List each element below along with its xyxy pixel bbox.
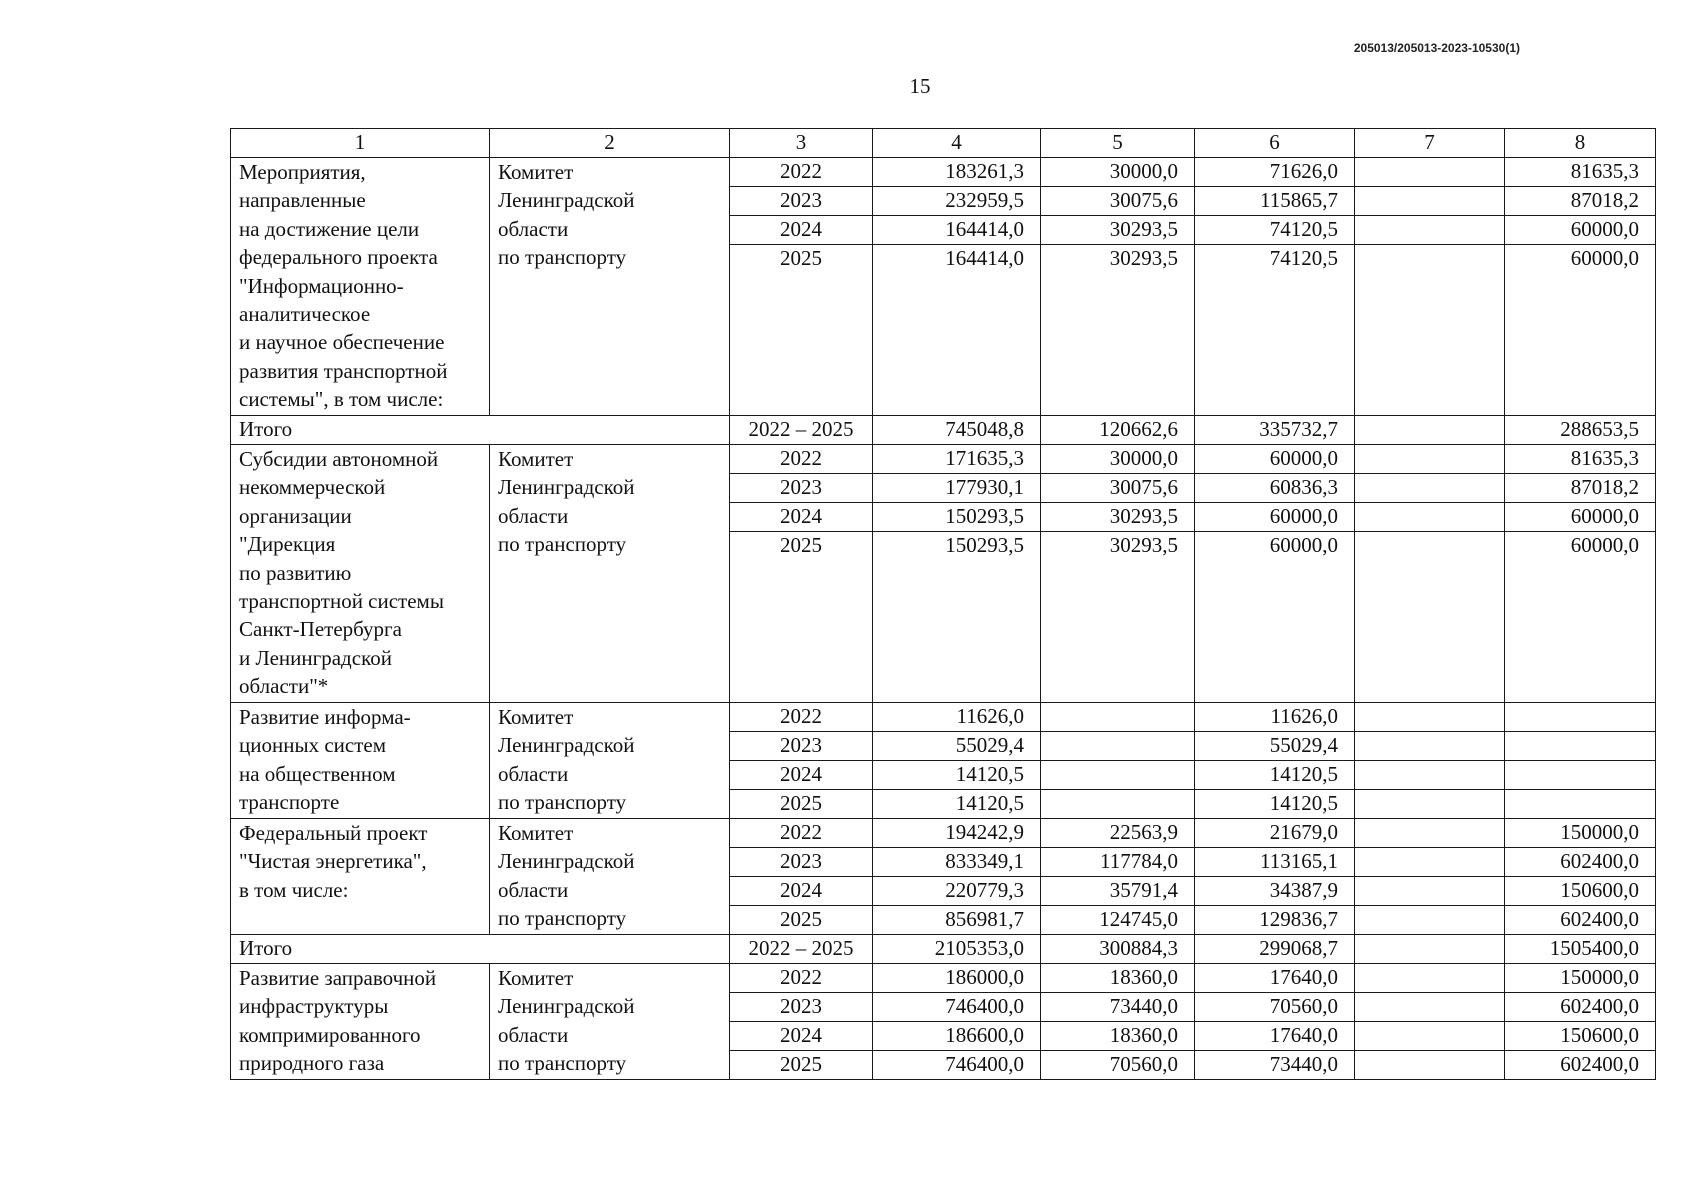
year-cell: 2024 — [730, 761, 873, 790]
value-cell-8: 87018,2 — [1505, 474, 1656, 503]
measure-name-line: "Дирекция — [239, 532, 336, 557]
responsible-line: области — [498, 877, 569, 902]
responsible-line: Ленинградской — [498, 994, 635, 1019]
value-cell-6: 74120,5 — [1195, 216, 1355, 245]
value-cell-7 — [1355, 1022, 1505, 1051]
year-cell: 2023 — [730, 732, 873, 761]
value-cell-5: 35791,4 — [1041, 877, 1195, 906]
total-period-cell: 2022 – 2025 — [730, 935, 873, 964]
responsible-cell — [490, 819, 730, 935]
measure-name-line: организации — [239, 503, 352, 528]
measure-name-line: "Информационно- — [239, 273, 404, 298]
value-cell-5: 30293,5 — [1041, 503, 1195, 532]
measure-name-line: Развитие информа- — [239, 705, 411, 729]
responsible-line: Ленинградской — [498, 475, 635, 500]
year-cell: 2022 — [730, 445, 873, 474]
header-cell: 8 — [1505, 129, 1656, 158]
value-cell-7 — [1355, 877, 1505, 906]
value-cell-6: 60000,0 — [1195, 532, 1355, 703]
table-row — [231, 158, 1656, 187]
total-label: Итого — [231, 935, 730, 964]
total-label: Итого — [231, 416, 730, 445]
value-cell-5 — [1041, 761, 1195, 790]
value-cell-7 — [1355, 906, 1505, 935]
header-cell: 5 — [1041, 129, 1195, 158]
value-cell-8: 150600,0 — [1505, 877, 1656, 906]
measure-name-line: на достижение цели — [239, 216, 420, 241]
responsible-line: Ленинградской — [498, 733, 635, 758]
value-cell-8 — [1505, 790, 1656, 819]
year-cell: 2022 — [730, 703, 873, 732]
responsible-line: Ленинградской — [498, 188, 635, 213]
year-cell: 2025 — [730, 532, 873, 703]
total-value-6: 335732,7 — [1195, 416, 1355, 445]
measure-name-line: компримированного — [239, 1022, 421, 1047]
value-cell-5 — [1041, 790, 1195, 819]
responsible-line: Комитет — [498, 447, 574, 471]
value-cell-4: 856981,7 — [873, 906, 1041, 935]
total-value-5: 300884,3 — [1041, 935, 1195, 964]
year-cell: 2022 — [730, 158, 873, 187]
responsible-line: области — [498, 216, 569, 241]
value-cell-6: 60000,0 — [1195, 503, 1355, 532]
responsible-line: области — [498, 761, 569, 786]
measure-name-line: транспортной системы — [239, 588, 444, 613]
year-cell: 2025 — [730, 790, 873, 819]
table-row — [231, 819, 1656, 848]
value-cell-4: 177930,1 — [873, 474, 1041, 503]
value-cell-6: 71626,0 — [1195, 158, 1355, 187]
value-cell-7 — [1355, 732, 1505, 761]
value-cell-4: 11626,0 — [873, 703, 1041, 732]
year-cell: 2023 — [730, 848, 873, 877]
year-cell: 2025 — [730, 906, 873, 935]
responsible-line: по транспорту — [498, 906, 627, 931]
value-cell-7 — [1355, 1051, 1505, 1080]
header-cell: 6 — [1195, 129, 1355, 158]
value-cell-8 — [1505, 761, 1656, 790]
responsible-line: Комитет — [498, 821, 574, 845]
responsible-line: по транспорту — [498, 1051, 627, 1076]
year-cell: 2023 — [730, 993, 873, 1022]
measure-name-line: в том числе: — [239, 877, 349, 902]
value-cell-5: 30075,6 — [1041, 474, 1195, 503]
header-row — [231, 129, 1656, 158]
value-cell-7 — [1355, 848, 1505, 877]
responsible-line: Комитет — [498, 160, 574, 184]
value-cell-7 — [1355, 790, 1505, 819]
value-cell-7 — [1355, 158, 1505, 187]
value-cell-6: 129836,7 — [1195, 906, 1355, 935]
total-value-4: 2105353,0 — [873, 935, 1041, 964]
total-value-7 — [1355, 935, 1505, 964]
total-value-8: 1505400,0 — [1505, 935, 1656, 964]
measure-name-cell — [231, 964, 490, 1080]
responsible-line: по транспорту — [498, 790, 627, 815]
value-cell-6: 73440,0 — [1195, 1051, 1355, 1080]
measure-name-line: ционных систем — [239, 733, 386, 758]
year-cell: 2024 — [730, 1022, 873, 1051]
total-value-5: 120662,6 — [1041, 416, 1195, 445]
page-number: 15 — [909, 74, 931, 98]
table-row — [231, 445, 1656, 474]
total-value-8: 288653,5 — [1505, 416, 1656, 445]
measure-name-cell — [231, 445, 490, 703]
value-cell-6: 70560,0 — [1195, 993, 1355, 1022]
value-cell-7 — [1355, 503, 1505, 532]
value-cell-7 — [1355, 964, 1505, 993]
value-cell-6: 14120,5 — [1195, 790, 1355, 819]
value-cell-7 — [1355, 819, 1505, 848]
table-row — [231, 703, 1656, 732]
measure-name-line: Развитие заправочной — [239, 966, 437, 990]
total-value-6: 299068,7 — [1195, 935, 1355, 964]
measure-name-cell — [231, 703, 490, 819]
value-cell-8: 602400,0 — [1505, 993, 1656, 1022]
measure-name-line: аналитическое — [239, 301, 371, 326]
value-cell-4: 746400,0 — [873, 1051, 1041, 1080]
value-cell-8: 60000,0 — [1505, 503, 1656, 532]
value-cell-7 — [1355, 474, 1505, 503]
value-cell-5: 22563,9 — [1041, 819, 1195, 848]
measure-name-line: по развитию — [239, 560, 352, 585]
value-cell-8: 81635,3 — [1505, 445, 1656, 474]
year-cell: 2024 — [730, 216, 873, 245]
measure-name-line: "Чистая энергетика", — [239, 849, 427, 874]
measure-name-line: системы", в том числе: — [239, 387, 444, 412]
measure-name-line: на общественном — [239, 761, 396, 786]
measure-name-cell — [231, 158, 490, 416]
value-cell-5: 73440,0 — [1041, 993, 1195, 1022]
value-cell-6: 60836,3 — [1195, 474, 1355, 503]
value-cell-4: 833349,1 — [873, 848, 1041, 877]
year-cell: 2023 — [730, 187, 873, 216]
responsible-line: области — [498, 1022, 569, 1047]
measure-name-line: природного газа — [239, 1051, 385, 1076]
total-row — [231, 416, 1656, 445]
value-cell-5: 30293,5 — [1041, 216, 1195, 245]
value-cell-6: 113165,1 — [1195, 848, 1355, 877]
value-cell-6: 55029,4 — [1195, 732, 1355, 761]
measure-name-line: транспорте — [239, 790, 340, 815]
value-cell-5: 18360,0 — [1041, 1022, 1195, 1051]
year-cell: 2024 — [730, 503, 873, 532]
measure-name-line: федерального проекта — [239, 245, 438, 270]
year-cell: 2022 — [730, 964, 873, 993]
value-cell-8: 602400,0 — [1505, 848, 1656, 877]
measure-name-line: Санкт-Петербурга — [239, 617, 402, 642]
table-row — [231, 964, 1656, 993]
responsible-cell — [490, 964, 730, 1080]
measure-name-cell — [231, 819, 490, 935]
value-cell-7 — [1355, 993, 1505, 1022]
value-cell-4: 150293,5 — [873, 503, 1041, 532]
value-cell-4: 746400,0 — [873, 993, 1041, 1022]
measure-name-line: инфраструктуры — [239, 994, 389, 1019]
year-cell: 2023 — [730, 474, 873, 503]
document-id: 205013/205013-2023-10530(1) — [1353, 41, 1520, 55]
measure-name-line: развития транспортной — [239, 358, 448, 383]
value-cell-5: 18360,0 — [1041, 964, 1195, 993]
value-cell-4: 186600,0 — [873, 1022, 1041, 1051]
value-cell-8: 87018,2 — [1505, 187, 1656, 216]
value-cell-8: 150600,0 — [1505, 1022, 1656, 1051]
value-cell-4: 232959,5 — [873, 187, 1041, 216]
measure-name-line: некоммерческой — [239, 475, 386, 500]
value-cell-6: 115865,7 — [1195, 187, 1355, 216]
measure-name-line: и научное обеспечение — [239, 330, 445, 355]
value-cell-4: 220779,3 — [873, 877, 1041, 906]
value-cell-6: 21679,0 — [1195, 819, 1355, 848]
header-cell: 4 — [873, 129, 1041, 158]
header-cell: 1 — [231, 129, 490, 158]
value-cell-5: 117784,0 — [1041, 848, 1195, 877]
year-cell: 2025 — [730, 1051, 873, 1080]
value-cell-4: 14120,5 — [873, 761, 1041, 790]
value-cell-5: 30000,0 — [1041, 445, 1195, 474]
value-cell-8: 602400,0 — [1505, 1051, 1656, 1080]
value-cell-4: 194242,9 — [873, 819, 1041, 848]
value-cell-6: 17640,0 — [1195, 964, 1355, 993]
measure-name-line: Федеральный проект — [239, 821, 428, 845]
value-cell-5: 70560,0 — [1041, 1051, 1195, 1080]
value-cell-7 — [1355, 761, 1505, 790]
header-cell: 3 — [730, 129, 873, 158]
value-cell-7 — [1355, 532, 1505, 703]
responsible-line: области — [498, 503, 569, 528]
total-row — [231, 935, 1656, 964]
year-cell: 2025 — [730, 245, 873, 416]
value-cell-5: 30293,5 — [1041, 532, 1195, 703]
responsible-line: по транспорту — [498, 532, 627, 557]
measure-name-line: и Ленинградской — [239, 645, 392, 670]
budget-table — [230, 128, 1656, 1080]
value-cell-5: 124745,0 — [1041, 906, 1195, 935]
value-cell-6: 17640,0 — [1195, 1022, 1355, 1051]
value-cell-4: 164414,0 — [873, 216, 1041, 245]
value-cell-8: 602400,0 — [1505, 906, 1656, 935]
responsible-line: по транспорту — [498, 245, 627, 270]
responsible-cell — [490, 445, 730, 703]
value-cell-7 — [1355, 245, 1505, 416]
measure-name-line: Мероприятия, — [239, 160, 366, 184]
header-cell: 7 — [1355, 129, 1505, 158]
responsible-cell — [490, 703, 730, 819]
responsible-line: Комитет — [498, 966, 574, 990]
value-cell-4: 150293,5 — [873, 532, 1041, 703]
value-cell-8: 150000,0 — [1505, 964, 1656, 993]
value-cell-7 — [1355, 445, 1505, 474]
measure-name-line: направленные — [239, 188, 366, 213]
responsible-line: Комитет — [498, 705, 574, 729]
value-cell-8: 60000,0 — [1505, 532, 1656, 703]
value-cell-5 — [1041, 732, 1195, 761]
total-period-cell: 2022 – 2025 — [730, 416, 873, 445]
budget-table-body — [231, 129, 1656, 1080]
value-cell-4: 186000,0 — [873, 964, 1041, 993]
measure-name-line: области"* — [239, 674, 329, 699]
measure-name-line: Субсидии автономной — [239, 447, 439, 471]
value-cell-8 — [1505, 732, 1656, 761]
year-cell: 2024 — [730, 877, 873, 906]
value-cell-5: 30075,6 — [1041, 187, 1195, 216]
value-cell-7 — [1355, 216, 1505, 245]
year-cell: 2022 — [730, 819, 873, 848]
value-cell-7 — [1355, 187, 1505, 216]
value-cell-6: 74120,5 — [1195, 245, 1355, 416]
responsible-line: Ленинградской — [498, 849, 635, 874]
value-cell-6: 14120,5 — [1195, 761, 1355, 790]
value-cell-7 — [1355, 703, 1505, 732]
value-cell-8: 150000,0 — [1505, 819, 1656, 848]
value-cell-8: 60000,0 — [1505, 245, 1656, 416]
value-cell-5: 30293,5 — [1041, 245, 1195, 416]
value-cell-6: 60000,0 — [1195, 445, 1355, 474]
value-cell-4: 171635,3 — [873, 445, 1041, 474]
value-cell-8 — [1505, 703, 1656, 732]
value-cell-4: 14120,5 — [873, 790, 1041, 819]
header-cell: 2 — [490, 129, 730, 158]
value-cell-8: 81635,3 — [1505, 158, 1656, 187]
value-cell-4: 183261,3 — [873, 158, 1041, 187]
responsible-cell — [490, 158, 730, 416]
total-value-7 — [1355, 416, 1505, 445]
value-cell-6: 11626,0 — [1195, 703, 1355, 732]
value-cell-4: 164414,0 — [873, 245, 1041, 416]
value-cell-4: 55029,4 — [873, 732, 1041, 761]
value-cell-8: 60000,0 — [1505, 216, 1656, 245]
total-value-4: 745048,8 — [873, 416, 1041, 445]
value-cell-5 — [1041, 703, 1195, 732]
value-cell-5: 30000,0 — [1041, 158, 1195, 187]
value-cell-6: 34387,9 — [1195, 877, 1355, 906]
